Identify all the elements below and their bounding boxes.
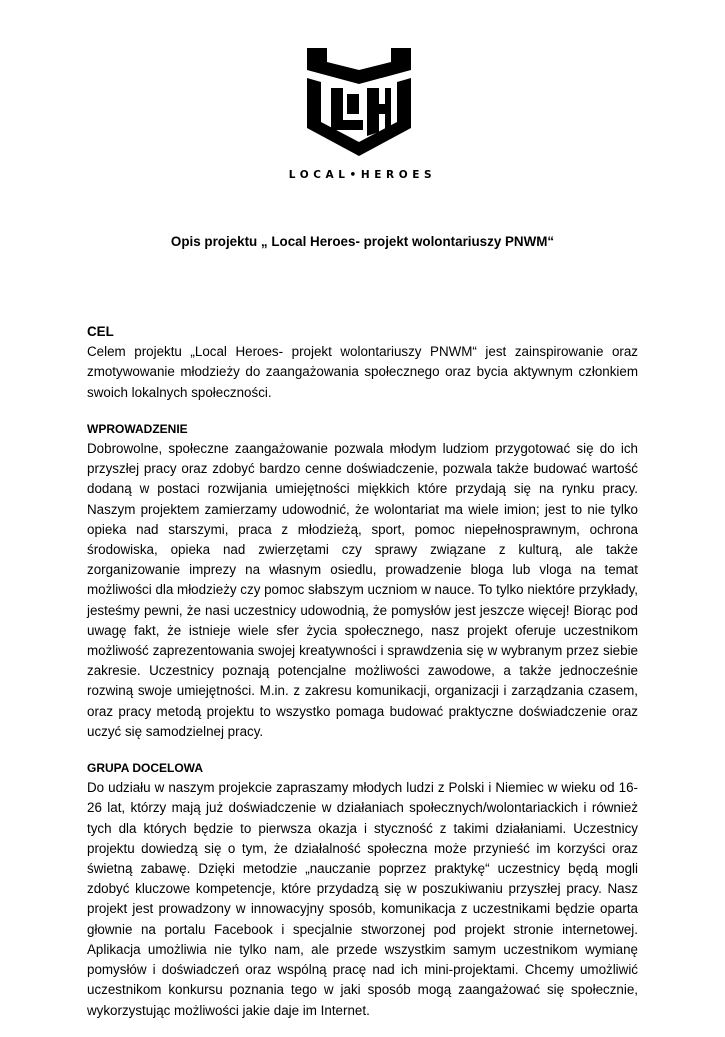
- section-wprowadzenie: [87, 419, 638, 742]
- section-grupa-docelowa: [87, 758, 638, 1021]
- section-paragraph: Dobrowolne, społeczne zaangażowanie pozwala młodym ludziom przygotować się do ich przyszłej pracy oraz zdobyć bardzo cenne doświadczenie, pozwala także budować wartość dodaną w postaci rozwijania umiejętności miękkich które przydają się na rynku pracy. Naszym projektem zamierzamy udowodnić, że wolontariat ma wiele imion; jest to nie tylko opieka nad starszymi, praca z młodzieżą, sport, pomoc niepełnosprawnym, ochrona środowiska, opieka nad zwierzętami czy sprawy związane z kulturą, ale także zorganizowanie imprezy na własnym osiedlu, prowadzenie bloga lub vloga na temat możliwości dla młodzieży czy pomoc słabszym uczniom w nauce. To tylko niektóre przykłady, jesteśmy pewni, że nasi uczestnicy udowodnią, że pomysłów jest jeszcze więcej! Biorąc pod uwagę fakt, że istnieje wiele sfer życia społecznego, nasz projekt oferuje uczestnikom możliwość zaprezentowania swojej kreatywności i sprawdzenia się w wybranym przez siebie zakresie. Uczestnicy poznają potencjalne możliwości zawodowe, a także jednocześnie rozwiną swoje umiejętności. M.in. z zakresu komunikacji, organizacji i zarządzania czasem, oraz pracy metodą projektu to wszystko pomaga budować praktyczne doświadczenie oraz uczyć się samodzielnej pracy.: [87, 441, 638, 739]
- section-paragraph: Do udziału w naszym projekcie zapraszamy młodych ludzi z Polski i Niemiec w wieku od 16-26 lat, którzy mają już doświadczenie w działaniach społecznych/wolontariackich i również tych dla których będzie to pierwsza okazja i styczność z takimi działaniami. Uczestnicy projektu dowiedzą się o tym, że działalność społeczna może przynieść im korzyści oraz świetną zabawę. Dzięki metodzie „nauczanie poprzez praktykę“ uczestnicy będą mogli zdobyć kluczowe kompetencje, które przydadzą się w poszukiwaniu przyszłej pracy. Nasz projekt jest prowadzony w innowacyjny sposób, komunikacja z uczestnikami będzie oparta głownie na portalu Facebook i specjalnie stworzonej pod projekt stronie internetowej. Aplikacja umożliwia nie tylko nam, ale przede wszystkim samym uczestnikom wymianę pomysłów i doświadczeń oraz wspólną pracę nad ich mini-projektami. Chcemy umożliwić uczestnikom konkursu poznania tego w jaki sposób mogą zaangażować się społecznie, wykorzystując możliwości jakie daje im Internet.: [87, 780, 638, 1018]
- section-cel: [87, 322, 638, 403]
- section-heading: WPROWADZENIE: [87, 421, 188, 436]
- shield-monogram-icon: [307, 44, 411, 156]
- brand-wordmark: LOCAL•HEROES: [288, 169, 437, 181]
- section-heading: GRUPA DOCELOWA: [87, 761, 203, 776]
- document-title: Opis projektu „ Local Heroes- projekt wolontariuszy PNWM“: [170, 234, 555, 249]
- local-heroes-logo: [307, 44, 411, 156]
- document-body: [87, 322, 638, 1037]
- section-heading: CEL: [87, 324, 114, 339]
- section-paragraph: Celem projektu „Local Heroes- projekt wolontariuszy PNWM“ jest zainspirowanie oraz zmotywowanie młodzieży do zaangażowania społecznego oraz bycia aktywnym członkiem swoich lokalnych społeczności.: [87, 344, 638, 400]
